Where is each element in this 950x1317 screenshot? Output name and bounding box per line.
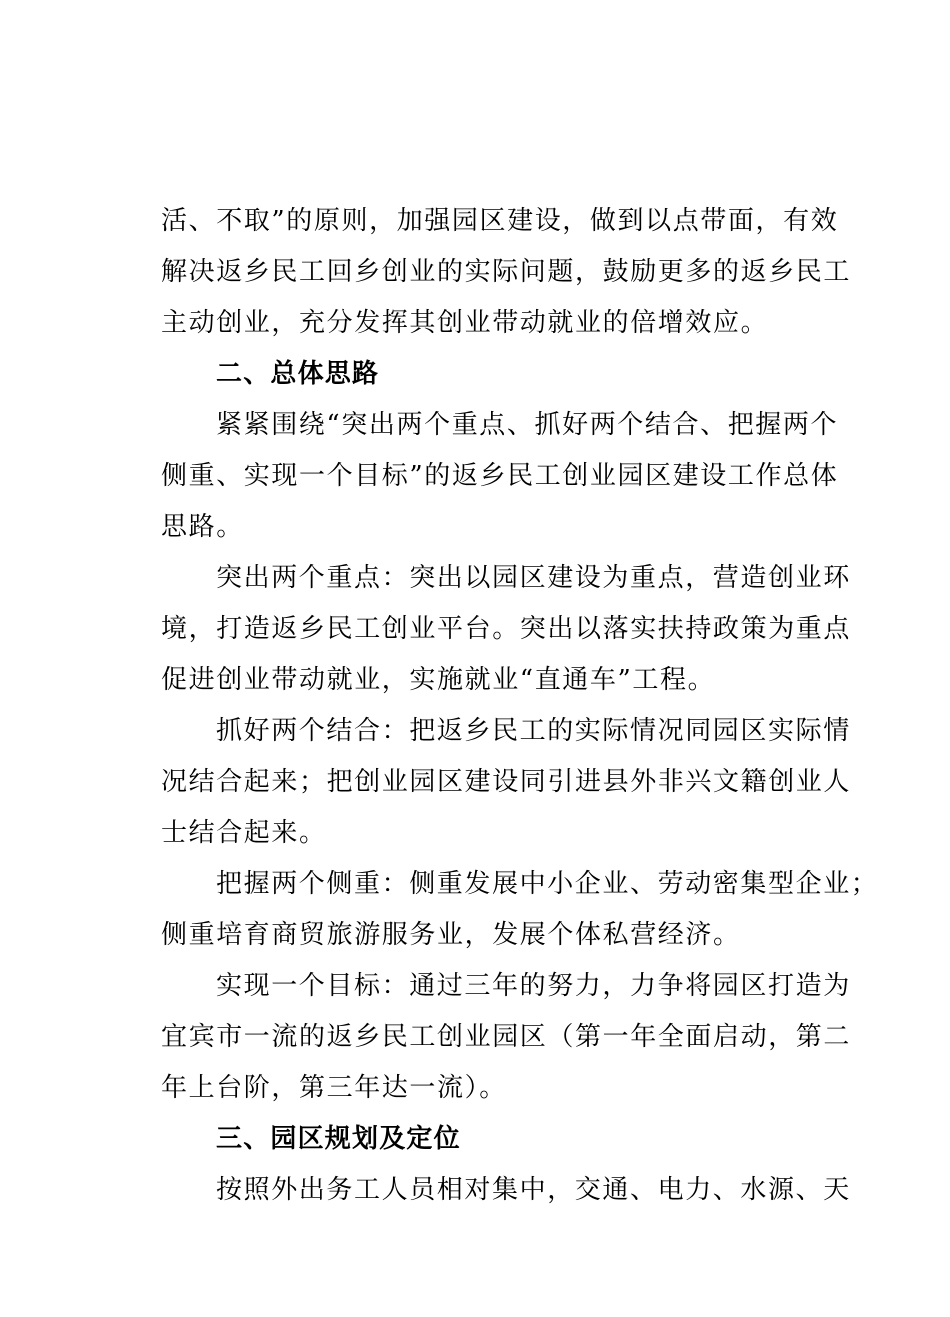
section-heading-park-planning: 三、园区规划及定位 — [216, 1124, 461, 1154]
paragraph-line: 实现一个目标：通过三年的努力，力争将园区打造为 — [216, 971, 851, 1001]
paragraph-line: 境，打造返乡民工创业平台。突出以落实扶持政策为重点 — [161, 614, 852, 644]
document-body — [161, 196, 879, 1216]
paragraph-line: 主动创业，充分发挥其创业带动就业的倍增效应。 — [161, 308, 769, 338]
paragraph-line: 年上台阶，第三年达一流）。 — [161, 1073, 507, 1103]
paragraph-line: 士结合起来。 — [161, 818, 327, 848]
section-heading-overall-approach: 二、总体思路 — [216, 359, 380, 389]
paragraph-line: 思路。 — [161, 512, 244, 542]
paragraph-line: 紧紧围绕“突出两个重点、抓好两个结合、把握两个 — [216, 410, 839, 440]
paragraph-line: 况结合起来；把创业园区建设同引进县外非兴文籍创业人 — [161, 767, 852, 797]
paragraph-line: 侧重、实现一个目标”的返乡民工创业园区建设工作总体 — [161, 461, 839, 491]
paragraph-line: 抓好两个结合：把返乡民工的实际情况同园区实际情 — [216, 716, 851, 746]
paragraph-line: 把握两个侧重：侧重发展中小企业、劳动密集型企业； — [216, 869, 879, 899]
paragraph-line: 按照外出务工人员相对集中，交通、电力、水源、天 — [216, 1175, 851, 1205]
paragraph-line: 促进创业带动就业，实施就业“直通车”工程。 — [161, 665, 716, 695]
paragraph-line: 宜宾市一流的返乡民工创业园区（第一年全面启动，第二 — [161, 1022, 852, 1052]
paragraph-line: 侧重培育商贸旅游服务业，发展个体私营经济。 — [161, 920, 741, 950]
paragraph-line: 解决返乡民工回乡创业的实际问题，鼓励更多的返乡民工 — [161, 257, 852, 287]
paragraph-line: 活、不取”的原则，加强园区建设，做到以点带面，有效 — [161, 206, 839, 236]
paragraph-line: 突出两个重点：突出以园区建设为重点，营造创业环 — [216, 563, 851, 593]
